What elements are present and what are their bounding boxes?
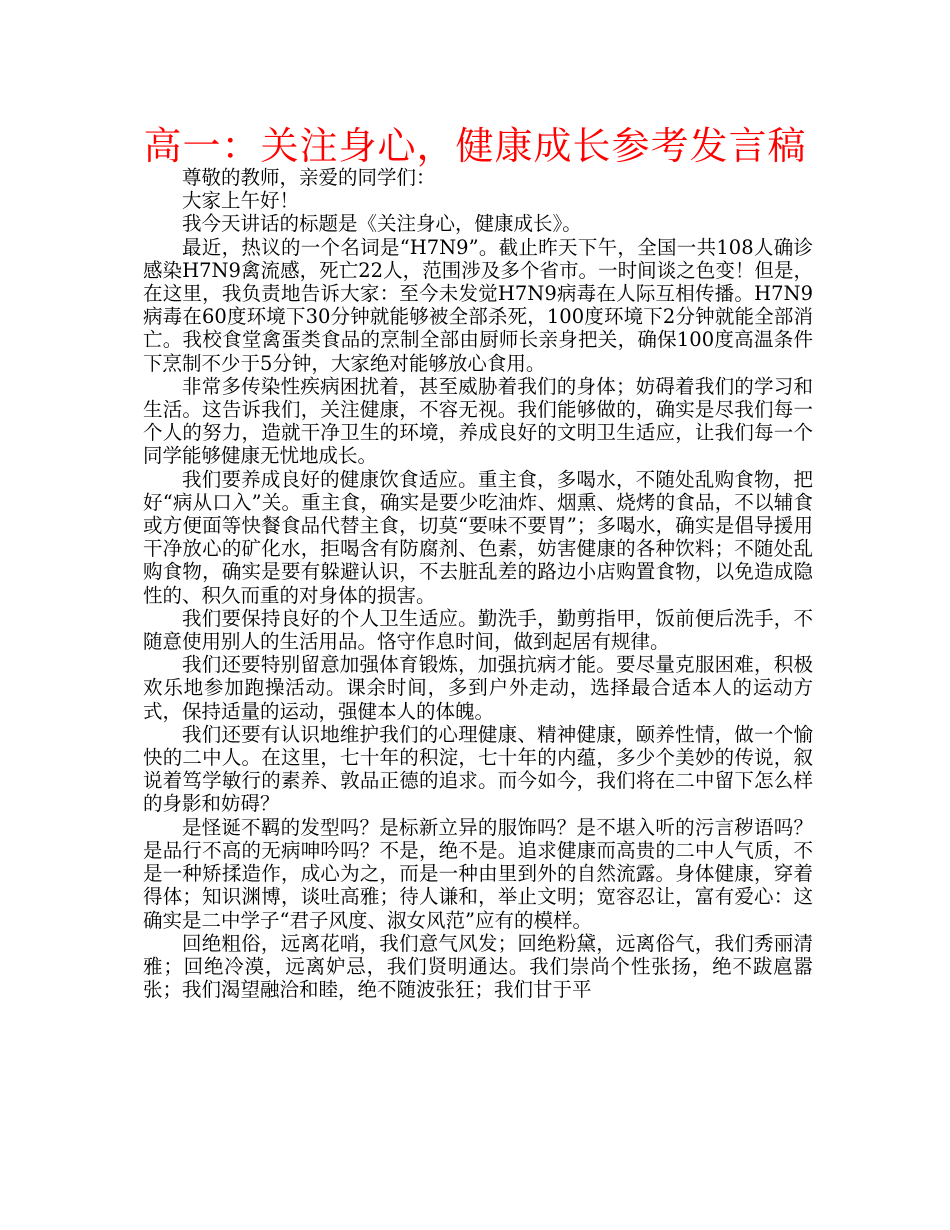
paragraph-refuse-vulgarity: 回绝粗俗，远离花哨，我们意气风发；回绝粉黛，远离俗气，我们秀丽清雅；回绝冷漠，远离妒忌，我们贤明通达。我们崇尚个性张扬，绝不跋扈嚣张；我们渴望融洽和睦，绝不随波张狂；我们甘于平 — [143, 931, 813, 1002]
paragraph-temperament: 是怪诞不羁的发型吗？是标新立异的服饰吗？是不堪入听的污言秽语吗？是品行不高的无病呻吟吗？不是，绝不是。追求健康而高贵的二中人气质，不是一种矫揉造作，成心为之，而是一种由里到外的自然流露。身体健康，穿着得体；知识渊博，谈吐高雅；待人谦和，举止文明；宽容忍让，富有爱心：这确实是二中学子“君子风度、淑女风范”应有的模样。 — [143, 815, 813, 932]
document-body — [143, 166, 813, 1001]
paragraph-greeting: 尊敬的教师，亲爱的同学们： — [182, 166, 436, 189]
paragraph-h7n9: 最近，热议的一个名词是“H7N9”。截止昨天下午，全国一共108人确诊感染H7N9禽流感，死亡22人，范围涉及多个省市。一时间谈之色变！但是，在这里，我负责地告诉大家：至今未发觉H7N9病毒在人际互相传播。H7N9病毒在60度环境下30分钟就能够被全部杀死，100度环境下2分钟就能全部消亡。我校食堂禽蛋类食品的烹制全部由厨师长亲身把关，确保100度高温条件下烹制不少于5分钟，大家绝对能够放心食用。 — [143, 235, 813, 375]
paragraph-exercise: 我们还要特别留意加强体育锻炼，加强抗病才能。要尽量克服困难，积极欢乐地参加跑操活动。课余时间，多到户外走动，选择最合适本人的运动方式，保持适量的运动，强健本人的体魄。 — [143, 653, 813, 723]
paragraph-disease: 非常多传染性疾病困扰着，甚至威胁着我们的身体；妨碍着我们的学习和生活。这告诉我们，关注健康，不容无视。我们能够做的，确实是尽我们每一个人的努力，造就干净卫生的环境，养成良好的文明卫生适应，让我们每一个同学能够健康无忧地成长。 — [143, 374, 813, 468]
paragraph-good-morning: 大家上午好！ — [182, 189, 300, 213]
paragraph-mental-health: 我们还要有认识地维护我们的心理健康、精神健康，颐养性情，做一个愉快的二中人。在这里，七十年的积淀，七十年的内蕴，多少个美妙的传说，叙说着笃学敏行的素养、敦品正德的追求。而今如今，我们将在二中留下怎么样的身影和妨碍？ — [143, 722, 813, 816]
document-title: 高一：关注身心，健康成长参考发言稿 — [143, 124, 807, 168]
paragraph-hygiene: 我们要保持良好的个人卫生适应。勤洗手，勤剪指甲，饭前便后洗手，不随意使用别人的生活用品。恪守作息时间，做到起居有规律。 — [143, 606, 813, 654]
paragraph-diet: 我们要养成良好的健康饮食适应。重主食，多喝水，不随处乱购食物，把好“病从口入”关。重主食，确实是要少吃油炸、烟熏、烧烤的食品，不以辅食或方便面等快餐食品代替主食，切莫“要味不要胃”；多喝水，确实是倡导援用干净放心的矿化水，拒喝含有防腐剂、色素，妨害健康的各种饮料；不随处乱购食物，确实是要有躲避认识，不去脏乱差的路边小店购置食物，以免造成隐性的、积久而重的对身体的损害。 — [143, 467, 813, 607]
paragraph-topic: 我今天讲话的标题是《关注身心，健康成长》。 — [182, 212, 582, 236]
